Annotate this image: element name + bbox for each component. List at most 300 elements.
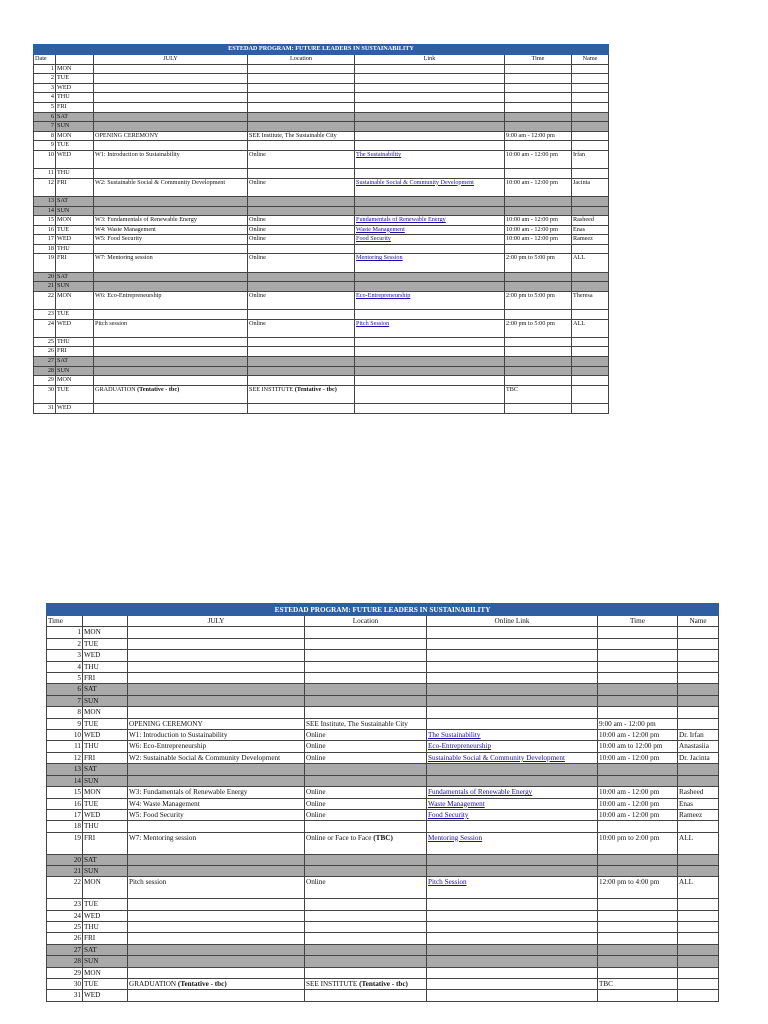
activity-cell (94, 291, 248, 309)
name-cell (678, 956, 719, 967)
weekday: SUN (83, 775, 128, 786)
time-cell (598, 638, 678, 649)
table-row (34, 254, 609, 272)
day-number: 28 (47, 956, 83, 967)
activity-cell (128, 650, 305, 661)
activity-cell (128, 854, 305, 865)
link-cell (355, 385, 505, 403)
location-text: Online (249, 254, 266, 262)
activity-text: OPENING CEREMONY (95, 131, 159, 139)
time-cell (598, 933, 678, 944)
time-cell: 10:00 am - 12:00 pm (505, 216, 572, 226)
day-number: 15 (47, 787, 83, 798)
day-number: 22 (47, 877, 83, 899)
weekday: FRI (56, 178, 94, 196)
activity-text: W3: Fundamentals of Renewable Energy (129, 788, 248, 797)
link-cell (355, 131, 505, 141)
time-cell: 10:00 am - 12:00 pm (598, 752, 678, 763)
location-cell (248, 337, 355, 347)
weekday: TUE (83, 718, 128, 729)
session-link[interactable]: Mentoring Session (356, 254, 403, 262)
activity-cell (128, 910, 305, 921)
name-cell (572, 196, 609, 206)
time-cell (505, 357, 572, 367)
table-row (34, 206, 609, 216)
name-cell: ALL (572, 319, 609, 337)
location-cell (305, 730, 427, 741)
location-text: Online (249, 225, 266, 233)
location-note: (TBC) (373, 833, 393, 842)
activity-cell (128, 718, 305, 729)
activity-cell (94, 178, 248, 196)
link-cell (355, 403, 505, 413)
table-row (47, 695, 719, 706)
weekday: WED (83, 990, 128, 1001)
link-cell (355, 347, 505, 357)
weekday: FRI (83, 752, 128, 763)
activity-text: W1: Introduction to Sustainability (95, 150, 180, 158)
weekday: MON (56, 216, 94, 226)
table-row (34, 196, 609, 206)
link-cell (427, 809, 598, 820)
time-cell (598, 990, 678, 1001)
activity-cell (94, 169, 248, 179)
name-cell (572, 272, 609, 282)
table-row (34, 216, 609, 226)
link-cell (427, 821, 598, 832)
activity-cell (128, 684, 305, 695)
location-cell (305, 910, 427, 921)
location-cell (248, 196, 355, 206)
weekday: TUE (83, 978, 128, 989)
name-cell (572, 102, 609, 112)
location-cell (248, 131, 355, 141)
link-cell (355, 282, 505, 292)
header-location: Location (305, 616, 427, 627)
time-cell: 9:00 am - 12:00 pm (598, 718, 678, 729)
link-cell (427, 787, 598, 798)
schedule-table-top (33, 44, 609, 414)
table-row (47, 798, 719, 809)
name-cell (572, 376, 609, 386)
location-cell (248, 282, 355, 292)
weekday: WED (56, 150, 94, 168)
link-cell (355, 235, 505, 245)
header-location: Location (248, 55, 355, 65)
table-row (47, 752, 719, 763)
name-cell (572, 244, 609, 254)
name-cell: ALL (572, 254, 609, 272)
weekday: WED (83, 809, 128, 820)
weekday: SAT (83, 854, 128, 865)
location-cell (305, 990, 427, 1001)
activity-cell (94, 93, 248, 103)
day-number: 2 (34, 74, 56, 84)
activity-text: W5: Food Security (95, 235, 143, 243)
activity-cell (94, 337, 248, 347)
weekday: THU (56, 169, 94, 179)
day-number: 12 (34, 178, 56, 196)
activity-text: W4: Waste Management (95, 225, 156, 233)
link-cell (427, 832, 598, 854)
weekday: MON (56, 131, 94, 141)
session-link[interactable]: Sustainable Social & Community Development (356, 178, 474, 186)
location-cell (305, 764, 427, 775)
activity-cell (128, 990, 305, 1001)
day-number: 4 (34, 93, 56, 103)
session-link[interactable]: The Sustainability (356, 150, 402, 158)
link-cell (355, 319, 505, 337)
day-number: 3 (47, 650, 83, 661)
link-cell (427, 661, 598, 672)
table-row (47, 832, 719, 854)
activity-cell (94, 196, 248, 206)
name-cell (572, 310, 609, 320)
name-cell (678, 899, 719, 910)
activity-cell (128, 967, 305, 978)
day-number: 9 (47, 718, 83, 729)
name-cell (572, 366, 609, 376)
session-link[interactable]: The Sustainability (428, 731, 481, 740)
activity-cell (128, 921, 305, 932)
name-cell: ALL (678, 832, 719, 854)
table-row (47, 910, 719, 921)
location-text: SEE Institute, The Sustainable City (306, 719, 408, 728)
name-cell (678, 967, 719, 978)
location-cell (305, 638, 427, 649)
day-number: 13 (47, 764, 83, 775)
weekday: THU (83, 741, 128, 752)
header-link: Online Link (427, 616, 598, 627)
day-number: 27 (34, 357, 56, 367)
day-number: 31 (34, 403, 56, 413)
name-cell (678, 933, 719, 944)
link-cell (427, 798, 598, 809)
location-cell (305, 684, 427, 695)
activity-cell (94, 319, 248, 337)
name-cell: Jacinta (572, 178, 609, 196)
day-number: 28 (34, 366, 56, 376)
name-cell: Rasheed (572, 216, 609, 226)
table-row (47, 944, 719, 955)
link-cell (427, 627, 598, 638)
session-link[interactable]: Pitch Session (356, 319, 390, 327)
link-cell (355, 112, 505, 122)
day-number: 10 (34, 150, 56, 168)
location-cell (305, 967, 427, 978)
table-row (47, 956, 719, 967)
session-link[interactable]: Food Security (356, 235, 391, 243)
activity-cell (94, 310, 248, 320)
location-cell (305, 650, 427, 661)
activity-cell (94, 83, 248, 93)
day-number: 6 (34, 112, 56, 122)
location-cell (305, 707, 427, 718)
link-cell (427, 921, 598, 932)
weekday: THU (56, 337, 94, 347)
day-number: 30 (47, 978, 83, 989)
table-row (47, 627, 719, 638)
link-cell (427, 854, 598, 865)
name-cell: Enas (572, 225, 609, 235)
location-text: Online (249, 319, 266, 327)
day-number: 16 (47, 798, 83, 809)
table-row (34, 376, 609, 386)
day-number: 20 (47, 854, 83, 865)
weekday: SAT (56, 272, 94, 282)
name-cell: Theresa (572, 291, 609, 309)
weekday: THU (83, 661, 128, 672)
session-link[interactable]: Eco-Entrepreneurship (428, 742, 492, 751)
weekday: TUE (83, 798, 128, 809)
session-link[interactable]: Waste Management (356, 225, 405, 233)
location-cell (305, 832, 427, 854)
name-cell (572, 141, 609, 151)
time-cell (505, 337, 572, 347)
table-row (34, 131, 609, 141)
header-month: JULY (128, 616, 305, 627)
link-cell (355, 178, 505, 196)
location-cell (248, 357, 355, 367)
time-cell (598, 821, 678, 832)
weekday: TUE (83, 899, 128, 910)
weekday: FRI (56, 347, 94, 357)
day-number: 23 (47, 899, 83, 910)
activity-text: W6: Eco-Entrepreneurship (129, 742, 207, 751)
activity-cell (94, 141, 248, 151)
weekday: SUN (83, 956, 128, 967)
weekday: FRI (83, 673, 128, 684)
activity-cell (94, 150, 248, 168)
table-row (47, 933, 719, 944)
location-text: Online (249, 235, 266, 243)
link-cell (355, 93, 505, 103)
name-cell (678, 990, 719, 1001)
table-row (34, 357, 609, 367)
time-cell (505, 272, 572, 282)
weekday: TUE (83, 638, 128, 649)
weekday: WED (83, 910, 128, 921)
location-cell (248, 225, 355, 235)
name-cell (678, 865, 719, 876)
activity-text: Pitch session (129, 878, 167, 887)
weekday: THU (83, 821, 128, 832)
link-cell (355, 150, 505, 168)
location-cell (305, 821, 427, 832)
name-cell (678, 638, 719, 649)
day-number: 6 (47, 684, 83, 695)
location-text: Online (249, 291, 266, 299)
location-cell (248, 235, 355, 245)
day-number: 14 (47, 775, 83, 786)
session-link[interactable]: Eco-Entrepreneurship (356, 291, 411, 299)
time-cell: TBC (598, 978, 678, 989)
header-month: JULY (94, 55, 248, 65)
link-cell (355, 291, 505, 309)
time-cell (505, 376, 572, 386)
table-body (47, 627, 719, 1001)
name-cell (572, 64, 609, 74)
link-cell (355, 102, 505, 112)
link-cell (355, 244, 505, 254)
activity-cell (128, 787, 305, 798)
session-link[interactable]: Fundamentals of Renewable Energy (356, 216, 446, 224)
table-row (34, 150, 609, 168)
session-link[interactable]: Waste Management (428, 799, 485, 808)
activity-note: (Tentative - tbc) (177, 979, 227, 988)
link-cell (355, 169, 505, 179)
name-cell (572, 112, 609, 122)
name-cell (678, 854, 719, 865)
location-cell (305, 787, 427, 798)
location-cell (248, 403, 355, 413)
location-cell (305, 752, 427, 763)
link-cell (355, 357, 505, 367)
link-cell (427, 752, 598, 763)
name-cell (678, 707, 719, 718)
header-row (47, 616, 719, 627)
weekday: MON (56, 64, 94, 74)
time-cell (598, 661, 678, 672)
name-cell: Rameez (678, 809, 719, 820)
day-number: 15 (34, 216, 56, 226)
link-cell (427, 730, 598, 741)
weekday: TUE (56, 141, 94, 151)
location-text: Online or Face to Face (306, 833, 374, 842)
table-row (34, 93, 609, 103)
name-cell (678, 910, 719, 921)
link-cell (355, 366, 505, 376)
activity-text: Pitch session (95, 319, 128, 327)
table-title: ESTEDAD PROGRAM: FUTURE LEADERS IN SUSTAINABILITY (34, 45, 609, 55)
location-cell (248, 206, 355, 216)
day-number: 17 (47, 809, 83, 820)
name-cell (678, 764, 719, 775)
day-number: 3 (34, 83, 56, 93)
location-cell (248, 385, 355, 403)
link-cell (355, 64, 505, 74)
time-cell (505, 141, 572, 151)
weekday: SUN (56, 206, 94, 216)
table-row (34, 272, 609, 282)
activity-cell (94, 254, 248, 272)
weekday: SUN (83, 695, 128, 706)
location-text: SEE Institute, The Sustainable City (249, 131, 337, 139)
link-cell (427, 707, 598, 718)
table-row (34, 337, 609, 347)
link-cell (427, 775, 598, 786)
day-number: 23 (34, 310, 56, 320)
table-row (47, 854, 719, 865)
location-text: SEE INSTITUTE (249, 385, 295, 393)
table-row (47, 899, 719, 910)
table-row (34, 366, 609, 376)
session-link[interactable]: Fundamentals of Renewable Energy (428, 788, 533, 797)
weekday: TUE (56, 310, 94, 320)
link-cell (427, 650, 598, 661)
name-cell (678, 684, 719, 695)
location-cell (248, 376, 355, 386)
day-number: 18 (34, 244, 56, 254)
day-number: 2 (47, 638, 83, 649)
day-number: 29 (47, 967, 83, 978)
activity-text: OPENING CEREMONY (129, 719, 203, 728)
activity-cell (128, 933, 305, 944)
time-cell (598, 650, 678, 661)
header-day (56, 55, 94, 65)
day-number: 20 (34, 272, 56, 282)
table-row (34, 385, 609, 403)
time-cell (598, 967, 678, 978)
link-cell (427, 967, 598, 978)
name-cell: Enas (678, 798, 719, 809)
link-cell (427, 978, 598, 989)
time-cell (505, 64, 572, 74)
activity-cell (94, 385, 248, 403)
session-link[interactable]: Sustainable Social & Community Development (428, 753, 565, 762)
time-cell (598, 899, 678, 910)
time-cell (598, 695, 678, 706)
session-link[interactable]: Food Security (428, 810, 469, 819)
session-link[interactable]: Pitch Session (428, 878, 467, 887)
location-text: Online (249, 216, 266, 224)
table-row (34, 74, 609, 84)
schedule-table-bottom (46, 603, 719, 1002)
activity-cell (128, 707, 305, 718)
time-cell (505, 74, 572, 84)
activity-cell (94, 235, 248, 245)
header-date: Time (47, 616, 83, 627)
name-cell: Irfan (572, 150, 609, 168)
activity-cell (128, 775, 305, 786)
location-cell (248, 216, 355, 226)
time-cell (505, 366, 572, 376)
weekday: MON (83, 627, 128, 638)
day-number: 25 (34, 337, 56, 347)
link-cell (427, 865, 598, 876)
activity-cell (128, 752, 305, 763)
link-cell (355, 225, 505, 235)
header-time: Time (505, 55, 572, 65)
location-cell (248, 83, 355, 93)
location-cell (248, 319, 355, 337)
location-cell (305, 775, 427, 786)
day-number: 13 (34, 196, 56, 206)
activity-cell (94, 216, 248, 226)
link-cell (427, 944, 598, 955)
weekday: WED (56, 319, 94, 337)
day-number: 18 (47, 821, 83, 832)
table-row (47, 877, 719, 899)
table-row (34, 347, 609, 357)
table-row (47, 707, 719, 718)
day-number: 30 (34, 385, 56, 403)
header-time: Time (598, 616, 678, 627)
activity-cell (128, 741, 305, 752)
name-cell (572, 169, 609, 179)
location-cell (248, 347, 355, 357)
table-row (34, 64, 609, 74)
weekday: WED (56, 403, 94, 413)
activity-cell (128, 956, 305, 967)
link-cell (427, 638, 598, 649)
activity-cell (128, 661, 305, 672)
activity-text: W6: Eco-Entrepreneurship (95, 291, 162, 299)
table-row (34, 225, 609, 235)
session-link[interactable]: Mentoring Session (428, 833, 483, 842)
location-cell (305, 809, 427, 820)
table-row (34, 141, 609, 151)
